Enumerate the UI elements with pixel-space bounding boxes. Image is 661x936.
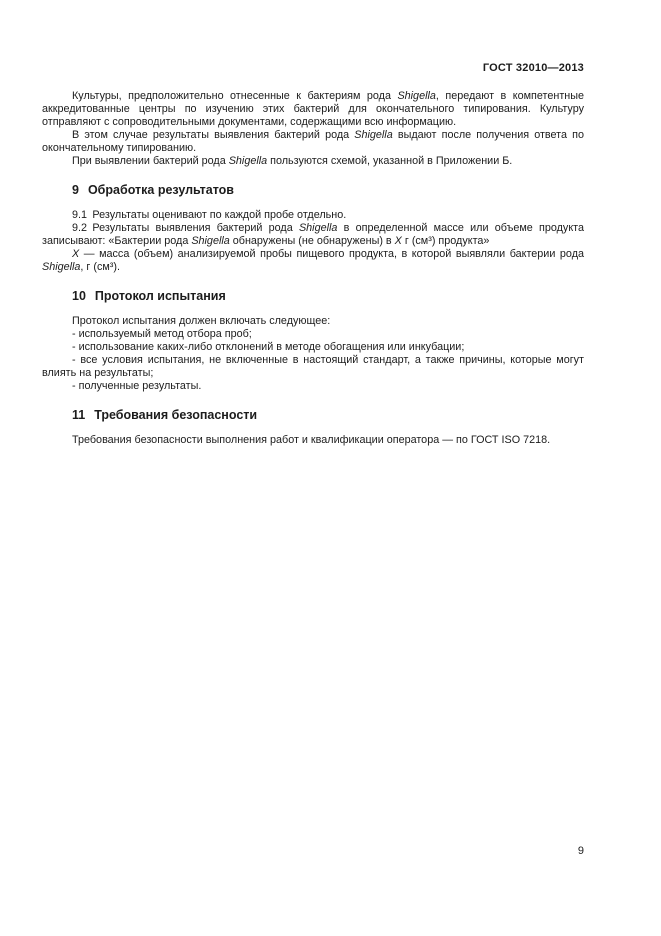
section-9-paragraph-1: 9.1 Результаты оценивают по каждой пробе отдельно. — [72, 209, 347, 221]
intro-paragraph-2: В этом случае результаты выявления бактерий рода Shigella выдают после получения ответа по окончательному типированию. — [42, 129, 584, 154]
section-11-number: 11 — [72, 408, 86, 422]
section-10-title: Протокол испытания — [94, 289, 226, 303]
intro-paragraph-1: Культуры, предположительно отнесенные к бактериям рода Shigella, передают в компетентные аккредитованные центры по изучению этих бактерий для окончательного типирования. Культуру отправляют с сопроводительными документами, содержащими всю информацию. — [42, 90, 584, 128]
section-10-list-item-1: - используемый метод отбора проб; — [72, 328, 252, 340]
section-9-heading — [42, 183, 584, 198]
section-10-paragraph-1: Протокол испытания должен включать следующее: — [72, 315, 331, 327]
section-11-paragraph-1: Требования безопасности выполнения работ и квалификации оператора — по ГОСТ ISO 7218. — [72, 434, 551, 446]
section-9-paragraph-3: X — масса (объем) анализируемой пробы пищевого продукта, в которой выявляли бактерии рода Shigella, г (см³). — [42, 248, 584, 273]
page-number: 9 — [577, 845, 584, 857]
doc-header — [42, 62, 584, 74]
intro-paragraph-3: При выявлении бактерий рода Shigella пользуются схемой, указанной в Приложении Б. — [72, 155, 513, 167]
section-10-number: 10 — [72, 289, 86, 303]
section-11-heading — [42, 408, 584, 423]
section-9-number: 9 — [72, 183, 79, 197]
doc-number: ГОСТ 32010—2013 — [482, 62, 584, 74]
section-10-list-item-2: - использование каких-либо отклонений в методе обогащения или инкубации; — [72, 341, 465, 353]
section-11-title: Требования безопасности — [94, 408, 258, 422]
section-10-heading — [42, 289, 584, 304]
section-9-title: Обработка результатов — [87, 183, 234, 197]
document-content — [42, 90, 584, 447]
section-9-paragraph-2: 9.2 Результаты выявления бактерий рода Shigella в определенной массе или объеме продукта записывают: «Бактерии рода Shigella обнаружены (не обнаружены) в X г (см³) продукта» — [42, 222, 584, 247]
section-10-list-item-4: - полученные результаты. — [72, 380, 202, 392]
section-10-list-item-3: - все условия испытания, не включенные в настоящий стандарт, а также причины, которые могут влиять на результаты; — [42, 354, 584, 379]
